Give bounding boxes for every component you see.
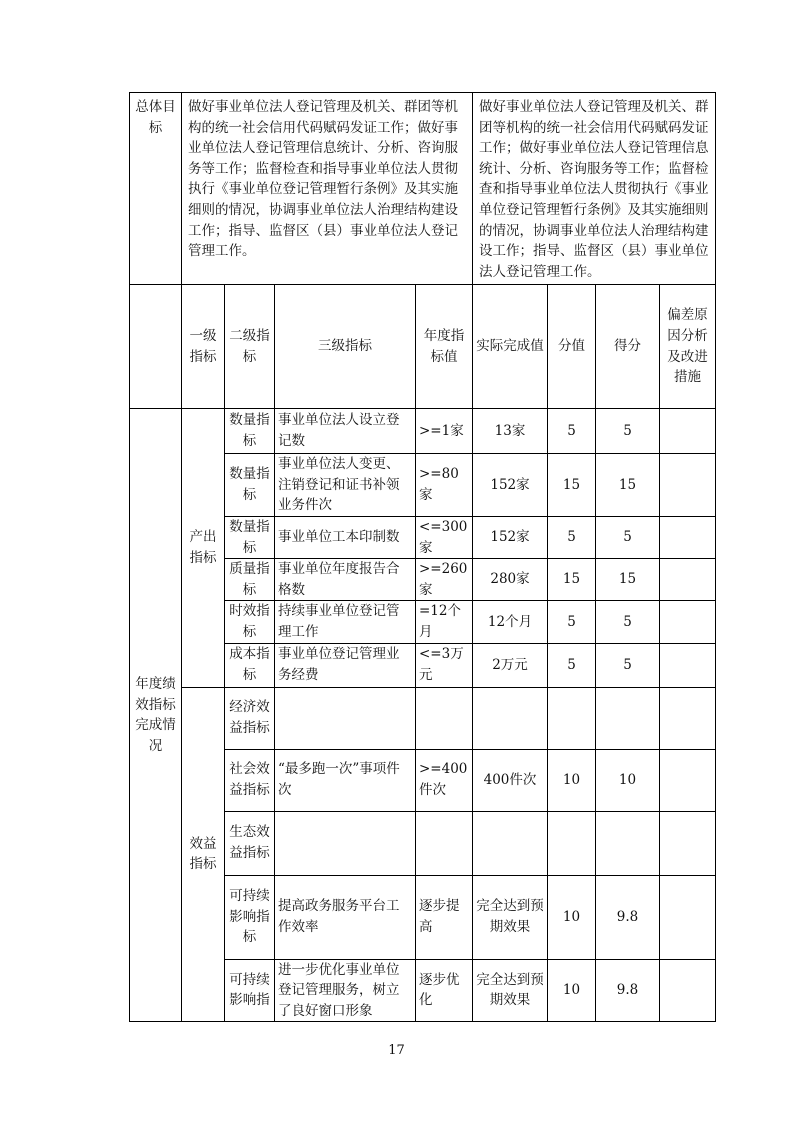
cell-actual: 完全达到预期效果 <box>473 875 548 959</box>
cell-score: 5 <box>596 409 660 454</box>
cell-level3: 提高政务服务平台工作效率 <box>275 875 416 959</box>
cell-weight: 10 <box>548 749 596 811</box>
cell-level3: “最多跑一次”事项件次 <box>275 749 416 811</box>
cell-actual: 2万元 <box>473 643 548 687</box>
cell-actual: 13家 <box>473 409 548 454</box>
cell-weight: 10 <box>548 875 596 959</box>
goals-planned: 做好事业单位法人登记管理及机关、群团等机构的统一社会信用代码赋码发证工作；做好事业单位法人登记管理信息统计、分析、咨询服务等工作；监督检查和指导事业单位法人贯彻执行《事业单位登记管理暂行条例》及其实施细则的情况，协调事业单位法人治理结构建设工作；指导、监督区（县）事业单位法人登记管理工作。 <box>182 93 473 285</box>
cell-target: <=3万元 <box>416 643 473 687</box>
cell-level2: 时效指标 <box>225 601 275 643</box>
cell-weight: 5 <box>548 601 596 643</box>
cell-weight <box>548 687 596 749</box>
goals-label: 总体目标 <box>130 93 182 285</box>
cell-target: >=260家 <box>416 559 473 601</box>
cell-level2: 生态效益指标 <box>225 811 275 875</box>
table-row <box>130 687 716 749</box>
goals-actual: 做好事业单位法人登记管理及机关、群团等机构的统一社会信用代码赋码发证工作；做好事业单位法人登记管理信息统计、分析、咨询服务等工作；监督检查和指导事业单位法人贯彻执行《事业单位登记管理暂行条例》及其实施细则的情况，协调事业单位法人治理结构建设工作；指导、监督区（县）事业单位法人登记管理工作。 <box>473 93 716 285</box>
cell-level3: 进一步优化事业单位登记管理服务，树立了良好窗口形象 <box>275 959 416 1022</box>
cell-weight <box>548 811 596 875</box>
cell-target <box>416 687 473 749</box>
header-actual: 实际完成值 <box>473 285 548 409</box>
cell-level3: 事业单位年度报告合格数 <box>275 559 416 601</box>
cell-deviation <box>660 811 716 875</box>
cell-score: 9.8 <box>596 875 660 959</box>
cell-weight: 15 <box>548 559 596 601</box>
cell-score: 9.8 <box>596 959 660 1022</box>
cell-target: 逐步提高 <box>416 875 473 959</box>
cell-score: 15 <box>596 559 660 601</box>
header-blank <box>130 285 182 409</box>
cell-deviation <box>660 559 716 601</box>
cell-score: 5 <box>596 643 660 687</box>
cell-level2: 成本指标 <box>225 643 275 687</box>
cell-deviation <box>660 454 716 517</box>
cell-target: >=1家 <box>416 409 473 454</box>
cell-actual: 400件次 <box>473 749 548 811</box>
cell-target: 逐步优化 <box>416 959 473 1022</box>
cell-level3: 事业单位登记管理业务经费 <box>275 643 416 687</box>
cell-target: =12个月 <box>416 601 473 643</box>
cell-deviation <box>660 517 716 559</box>
cell-weight: 15 <box>548 454 596 517</box>
cell-deviation <box>660 749 716 811</box>
cell-score: 5 <box>596 601 660 643</box>
cell-level2: 数量指标 <box>225 409 275 454</box>
cell-level2: 数量指标 <box>225 517 275 559</box>
cell-score <box>596 811 660 875</box>
group-output: 产出指标 <box>182 409 225 688</box>
group-benefit: 效益指标 <box>182 687 225 1022</box>
cell-weight: 5 <box>548 643 596 687</box>
cell-actual: 12个月 <box>473 601 548 643</box>
cell-deviation <box>660 687 716 749</box>
cell-score: 15 <box>596 454 660 517</box>
cell-weight: 5 <box>548 517 596 559</box>
section-label: 年度绩效指标完成情况 <box>130 409 182 1022</box>
cell-actual: 完全达到预期效果 <box>473 959 548 1022</box>
cell-level2: 数量指标 <box>225 454 275 517</box>
header-deviation: 偏差原因分析及改进措施 <box>660 285 716 409</box>
cell-actual: 280家 <box>473 559 548 601</box>
cell-level2: 可持续影响指 <box>225 959 275 1022</box>
cell-score: 10 <box>596 749 660 811</box>
cell-level2: 可持续影响指标 <box>225 875 275 959</box>
cell-actual: 152家 <box>473 517 548 559</box>
cell-target: >=80家 <box>416 454 473 517</box>
cell-score <box>596 687 660 749</box>
cell-target: >=400件次 <box>416 749 473 811</box>
cell-deviation <box>660 875 716 959</box>
cell-deviation <box>660 959 716 1022</box>
goals-row <box>130 93 716 285</box>
header-weight: 分值 <box>548 285 596 409</box>
cell-weight: 5 <box>548 409 596 454</box>
cell-level2: 经济效益指标 <box>225 687 275 749</box>
header-target: 年度指标值 <box>416 285 473 409</box>
cell-level3: 事业单位工本印制数 <box>275 517 416 559</box>
cell-level2: 社会效益指标 <box>225 749 275 811</box>
cell-actual <box>473 687 548 749</box>
cell-level3: 事业单位法人变更、注销登记和证书补领业务件次 <box>275 454 416 517</box>
header-score: 得分 <box>596 285 660 409</box>
cell-level2: 质量指标 <box>225 559 275 601</box>
cell-deviation <box>660 643 716 687</box>
cell-level3: 事业单位法人设立登记数 <box>275 409 416 454</box>
header-level3: 三级指标 <box>275 285 416 409</box>
cell-score: 5 <box>596 517 660 559</box>
cell-level3 <box>275 687 416 749</box>
cell-target <box>416 811 473 875</box>
performance-table <box>129 92 716 1022</box>
cell-deviation <box>660 601 716 643</box>
cell-actual <box>473 811 548 875</box>
cell-level3 <box>275 811 416 875</box>
page-number: 17 <box>388 1043 405 1058</box>
header-level1: 一级指标 <box>182 285 225 409</box>
header-row <box>130 285 716 409</box>
cell-actual: 152家 <box>473 454 548 517</box>
cell-deviation <box>660 409 716 454</box>
cell-target: <=300家 <box>416 517 473 559</box>
cell-weight: 10 <box>548 959 596 1022</box>
header-level2: 二级指标 <box>225 285 275 409</box>
table-row <box>130 409 716 454</box>
cell-level3: 持续事业单位登记管理工作 <box>275 601 416 643</box>
